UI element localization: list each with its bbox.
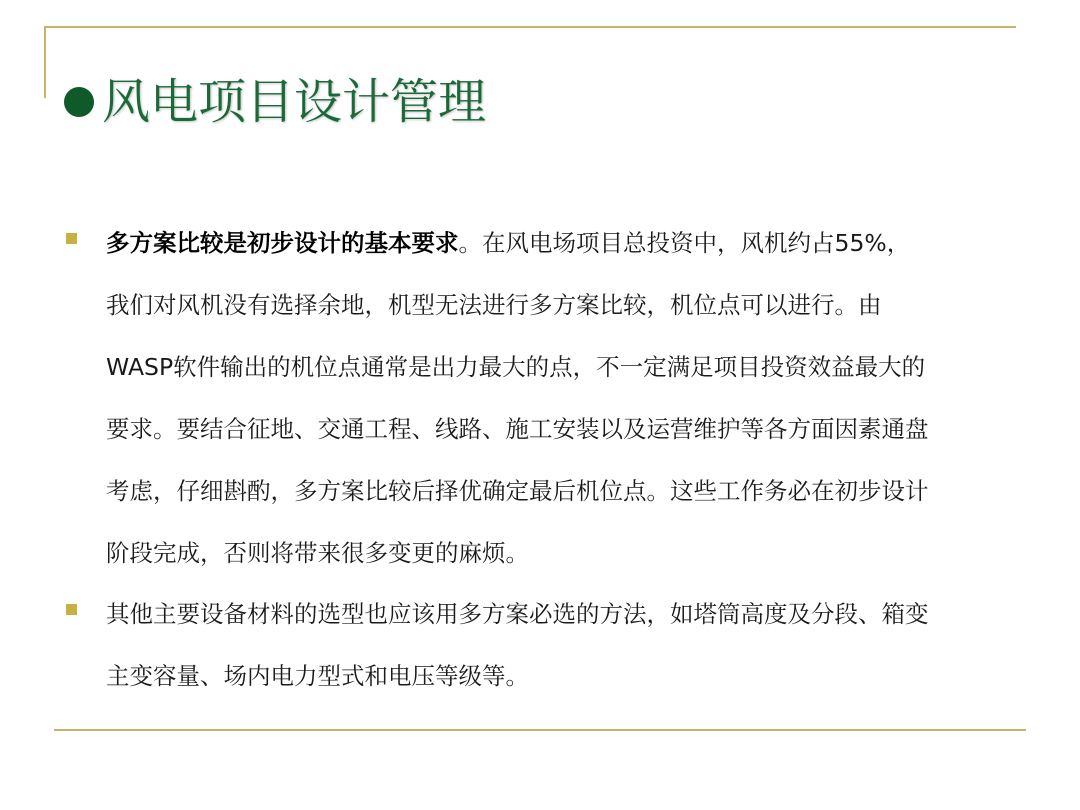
bullet-1-line-5: 考虑，仔细斟酌，多方案比较后择优确定最后机位点。这些工作务必在初步设计 [106, 477, 929, 505]
bullet-2-line-2: 主变容量、场内电力型式和电压等级等。 [106, 662, 529, 690]
bottom-rule [54, 729, 1026, 731]
bullet-1-line-2: 我们对风机没有选择余地，机型无法进行多方案比较，机位点可以进行。由 [106, 291, 882, 319]
bullet-1-line-3: WASP软件输出的机位点通常是出力最大的点，不一定满足项目投资效益最大的 [106, 353, 926, 381]
bullet-2-line-1: 其他主要设备材料的选型也应该用多方案必选的方法，如塔筒高度及分段、箱变 [106, 600, 929, 628]
top-rule [44, 26, 1016, 28]
title-bullet-icon [64, 87, 94, 117]
bullet-2-paragraph [106, 583, 1006, 707]
bullet-1-line-1-text: 。在风电场项目总投资中，风机约占55%， [458, 229, 911, 257]
bullet-1-line-4: 要求。要结合征地、交通工程、线路、施工安装以及运营维护等各方面因素通盘 [106, 415, 929, 443]
square-bullet-icon [66, 233, 77, 244]
left-rule [44, 26, 46, 98]
bullet-1-paragraph [106, 212, 1006, 584]
bullet-1-line-6: 阶段完成，否则将带来很多变更的麻烦。 [106, 539, 529, 567]
square-bullet-icon [66, 604, 77, 615]
slide-title: 风电项目设计管理 [102, 74, 487, 130]
bullet-1-lead: 多方案比较是初步设计的基本要求 [106, 229, 459, 257]
slide-title-row [64, 70, 486, 134]
bullet-1-line-1 [106, 212, 1006, 274]
